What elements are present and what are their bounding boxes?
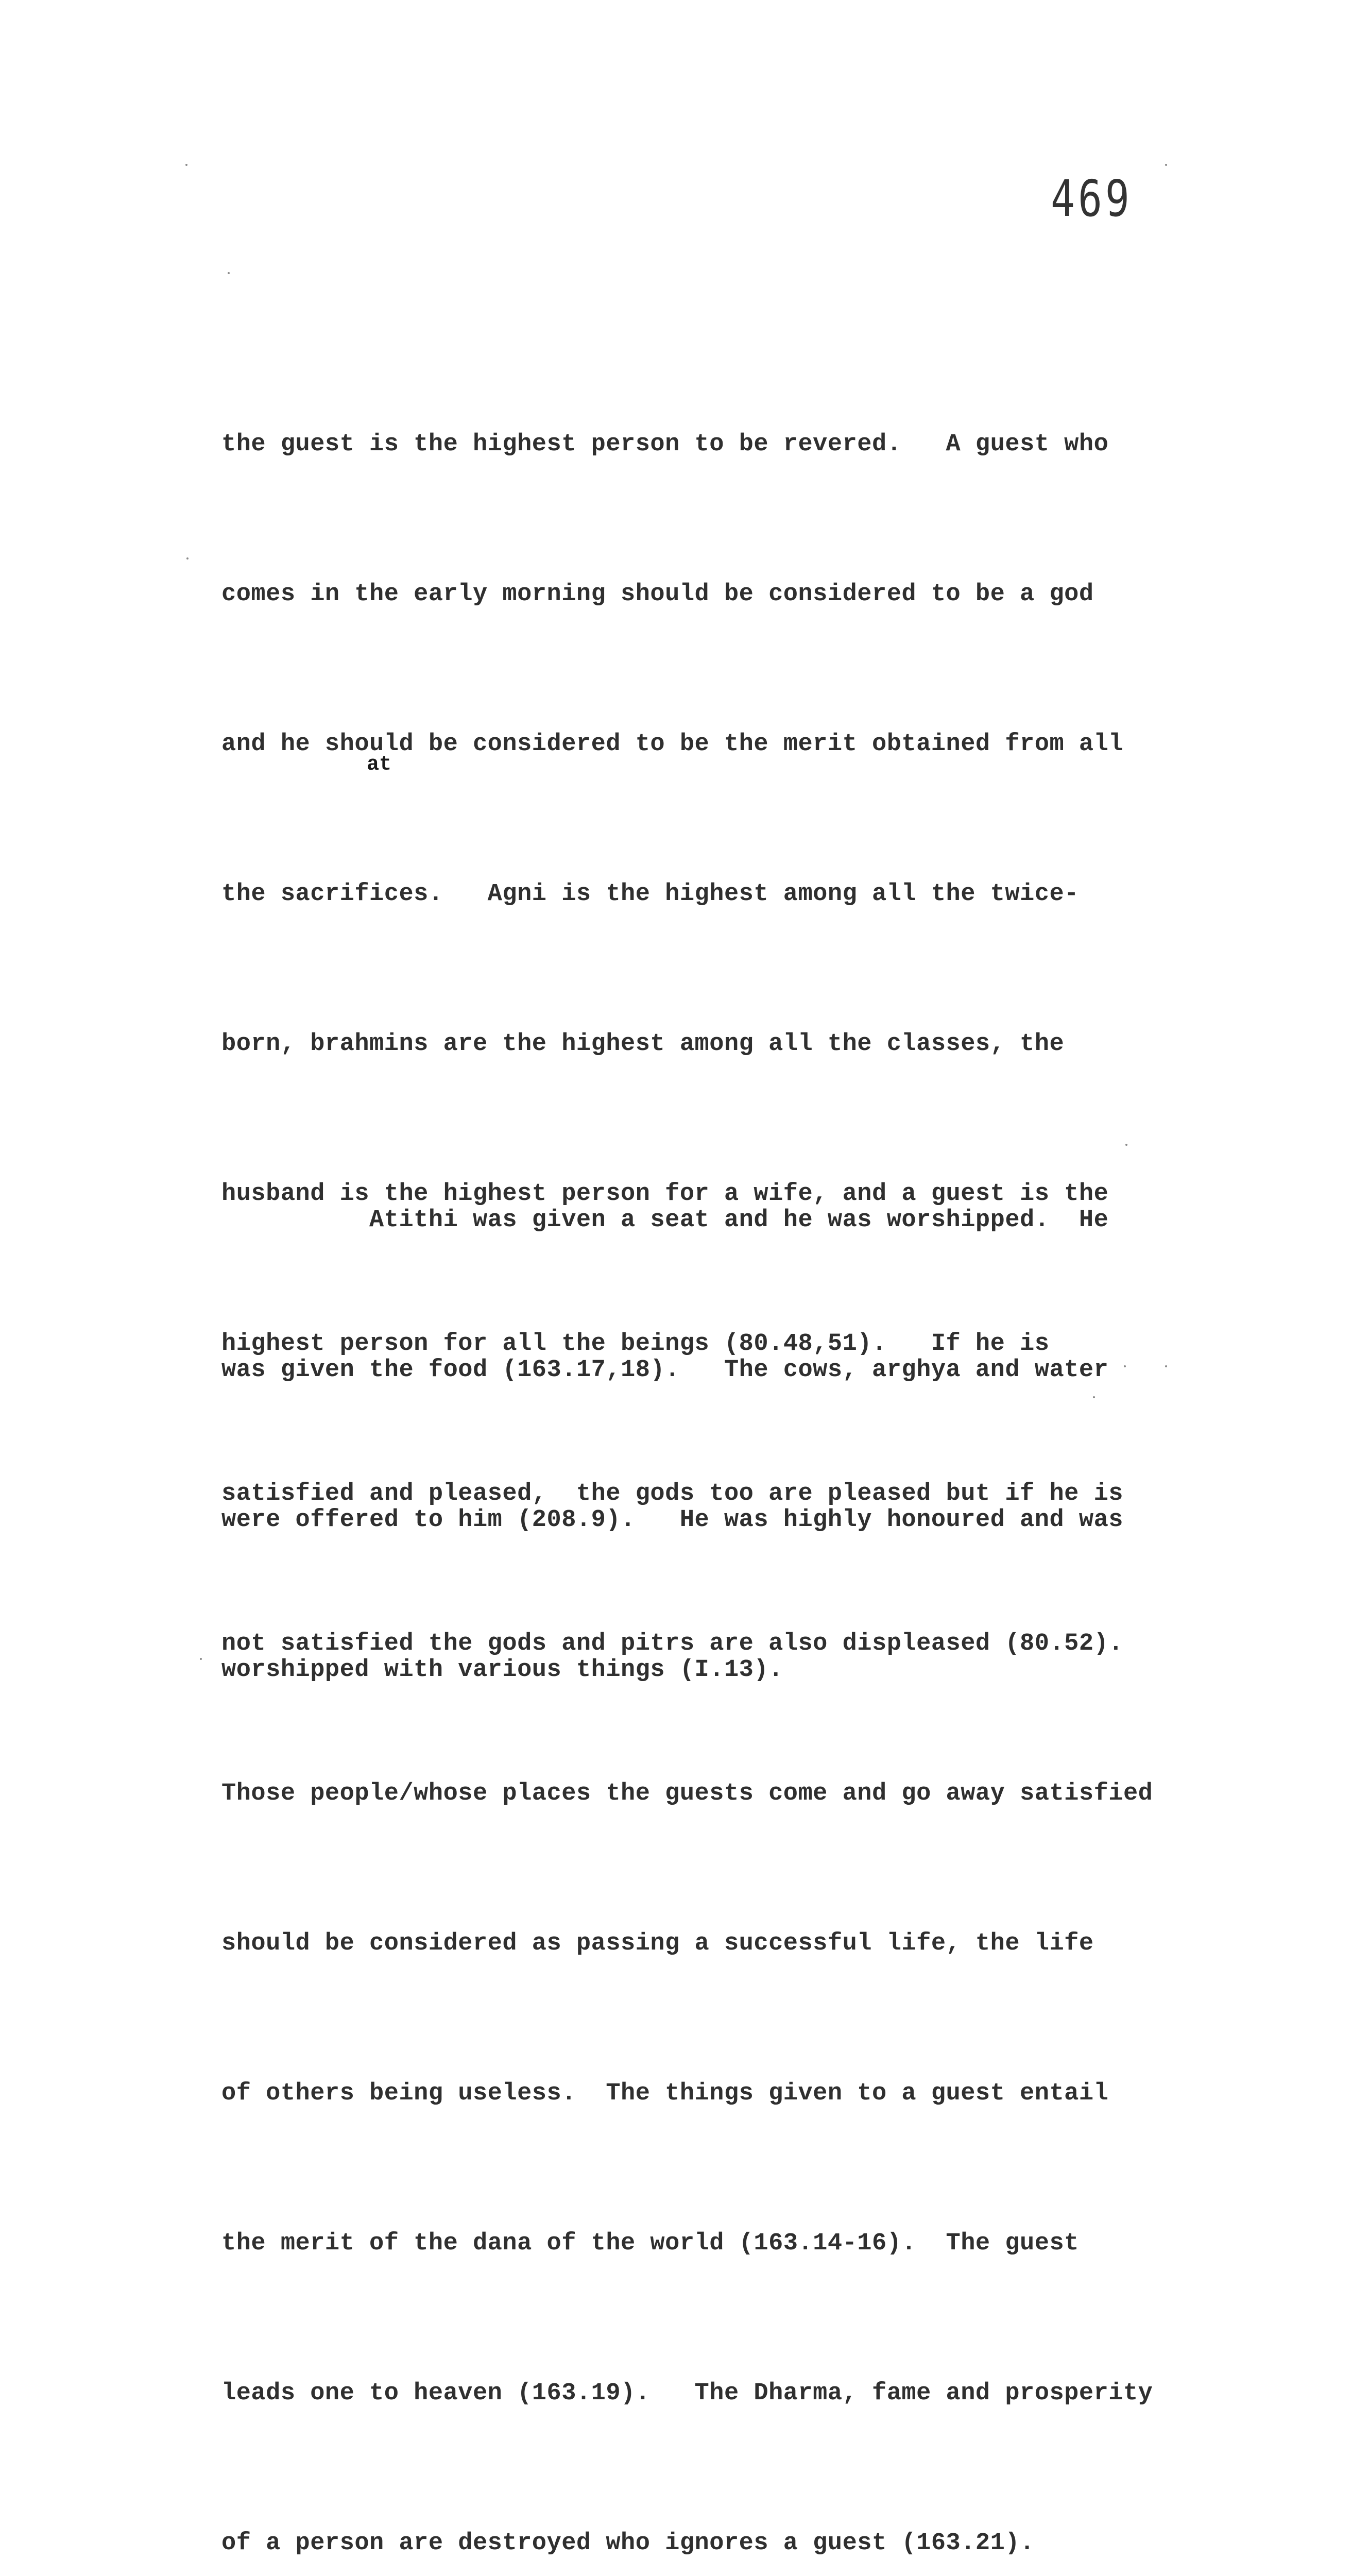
text-line: leads one to heaven (163.19). The Dharma, fame and prosperity — [221, 2380, 1153, 2407]
text-line: Those people/whose places the guests come and go away satisfied — [221, 1780, 1153, 1807]
text-line: not satisfied the gods and pitrs are also displeased (80.52). — [221, 1630, 1123, 1657]
scan-speck — [186, 557, 189, 560]
text-line: husband is the highest person for a wife, and a guest is the — [221, 1180, 1109, 1208]
page-number: 469 — [1051, 170, 1133, 228]
scan-speck — [1165, 1365, 1167, 1367]
scan-speck — [1093, 1396, 1095, 1398]
text-line: the guest is the highest person to be revered. A guest who — [221, 431, 1109, 458]
text-line: of a person are destroyed who ignores a guest (163.21). — [221, 2530, 1035, 2557]
scan-speck — [1125, 1144, 1127, 1146]
text-line: were offered to him (208.9). He was highly honoured and was — [221, 1506, 1123, 1534]
scan-speck — [200, 1658, 202, 1660]
text-line: of others being useless. The things given to a guest entail — [221, 2080, 1109, 2107]
text-line: satisfied and pleased, the gods too are pleased but if he is — [221, 1480, 1123, 1507]
scan-speck — [228, 272, 230, 274]
text-line: highest person for all the beings (80.48,51). If he is — [221, 1330, 1050, 1358]
scan-speck — [1124, 1365, 1126, 1367]
scan-speck — [185, 164, 187, 166]
text-line: Atithi was given a seat and he was worshipped. He — [221, 1207, 1109, 1234]
text-line: the merit of the dana of the world (163.14-16). The guest — [221, 2230, 1079, 2257]
text-line: born, brahmins are the highest among all the classes, the — [221, 1030, 1065, 1058]
text-line: comes in the early morning should be considered to be a god — [221, 581, 1094, 608]
insertion-mark: at — [367, 753, 392, 776]
scan-speck — [1165, 164, 1167, 166]
paragraph-2 — [221, 1095, 1200, 1745]
text-line: and he should be considered to be the merit obtained from all — [221, 731, 1123, 758]
text-line: worshipped with various things (I.13). — [221, 1656, 783, 1684]
text-line: was given the food (163.17,18). The cows, arghya and water — [221, 1357, 1109, 1384]
text-line: should be considered as passing a successful life, the life — [221, 1930, 1094, 1957]
text-line: the sacrifices. Agni is the highest among all the twice- — [221, 880, 1079, 908]
